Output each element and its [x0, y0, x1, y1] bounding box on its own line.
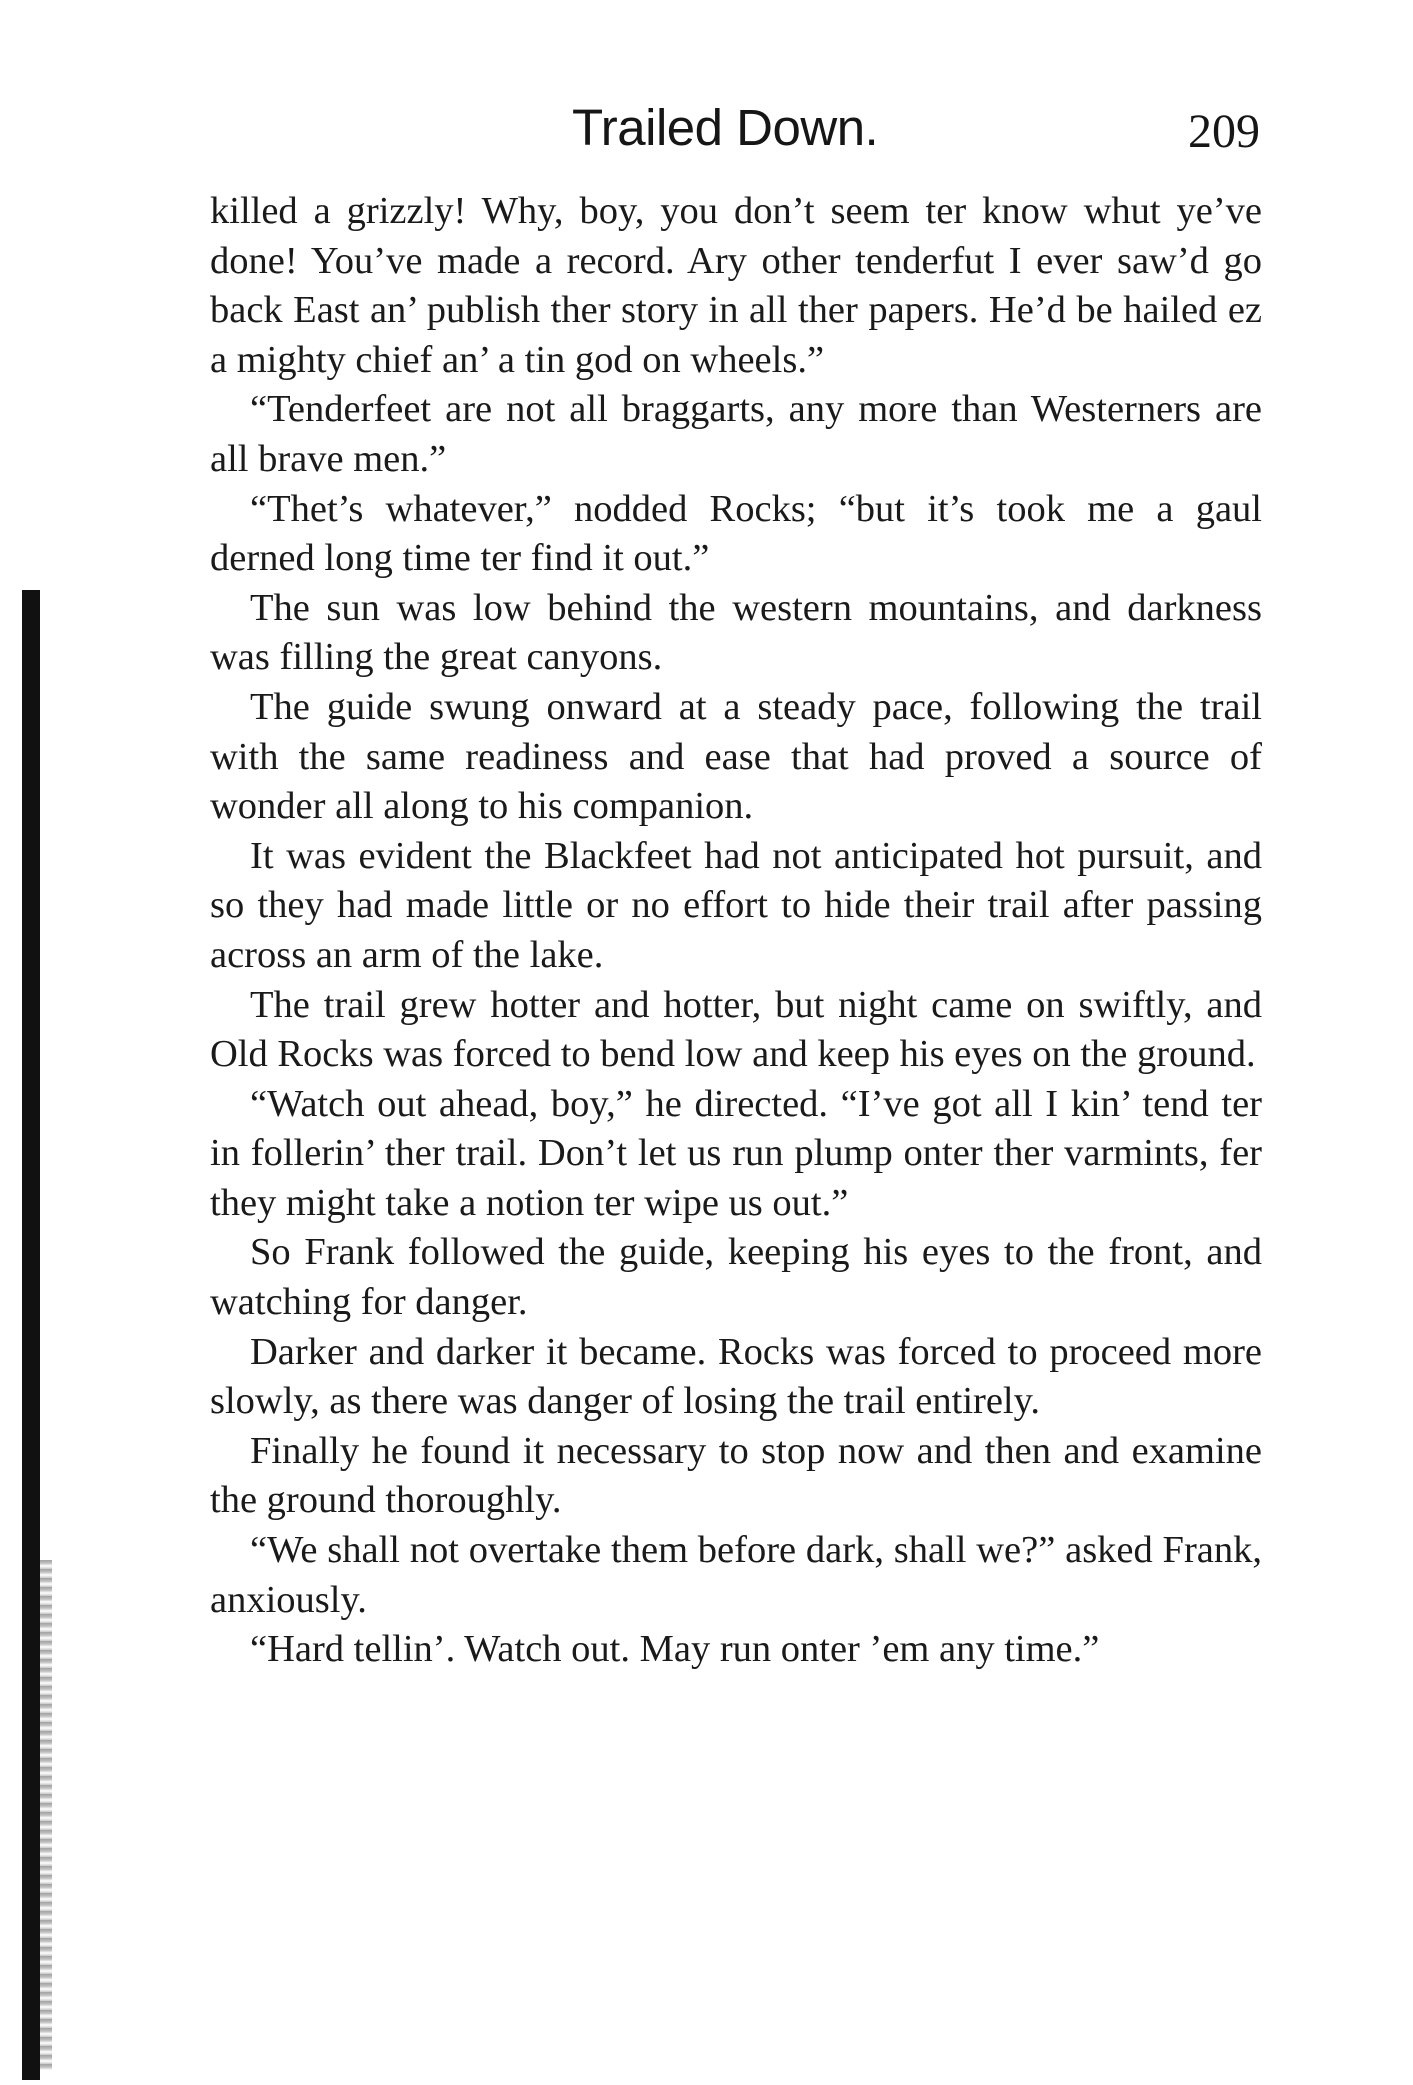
paragraph: killed a grizzly! Why, boy, you don’t seem ter know whut ye’ve done! You’ve made a record. Ary other tenderfut I ever saw’d go back East an’ publish ther story in all ther papers. He’d be hailed ez a mighty chief an’ a tin god on wheels.”	[210, 190, 1262, 381]
paragraph: So Frank followed the guide, keeping his eyes to the front, and watching for danger.	[210, 1231, 1262, 1324]
paragraph: “Hard tellin’. Watch out. May run onter ’em any time.”	[250, 1628, 1100, 1671]
paragraph: Finally he found it necessary to stop now and then and examine the ground thoroughly.	[210, 1429, 1262, 1522]
paragraph: Darker and darker it became. Rocks was forced to proceed more slowly, as there was danger of losing the trail entirely.	[210, 1330, 1262, 1423]
binding-edge-texture	[40, 1560, 52, 2070]
body-text	[210, 187, 1262, 1675]
page-number: 209	[1188, 105, 1260, 158]
paragraph: The sun was low behind the western mountains, and darkness was filling the great canyons.	[210, 586, 1262, 679]
paragraph: “We shall not overtake them before dark, shall we?” asked Frank, anxiously.	[210, 1529, 1262, 1621]
paragraph: It was evident the Blackfeet had not anticipated hot pursuit, and so they had made little or no effort to hide their trail after passing across an arm of the lake.	[210, 834, 1262, 976]
paragraph: “Watch out ahead, boy,” he directed. “I’ve got all I kin’ tend ter in follerin’ ther trail. Don’t let us run plump onter ther varmints, fer they might take a notion ter wipe us out.”	[210, 1082, 1262, 1224]
paragraph: The guide swung onward at a steady pace, following the trail with the same readiness and ease that had proved a source of wonder all along to his companion.	[210, 685, 1262, 828]
paragraph: The trail grew hotter and hotter, but night came on swiftly, and Old Rocks was forced to bend low and keep his eyes on the ground.	[210, 983, 1262, 1076]
binding-edge-shadow	[22, 590, 40, 2080]
page-header	[200, 98, 1260, 158]
paragraph: “Tenderfeet are not all braggarts, any more than Westerners are all brave men.”	[210, 388, 1262, 480]
paragraph: “Thet’s whatever,” nodded Rocks; “but it’s took me a gaul derned long time ter find it out.”	[210, 487, 1262, 580]
running-title: Trailed Down.	[572, 99, 879, 156]
